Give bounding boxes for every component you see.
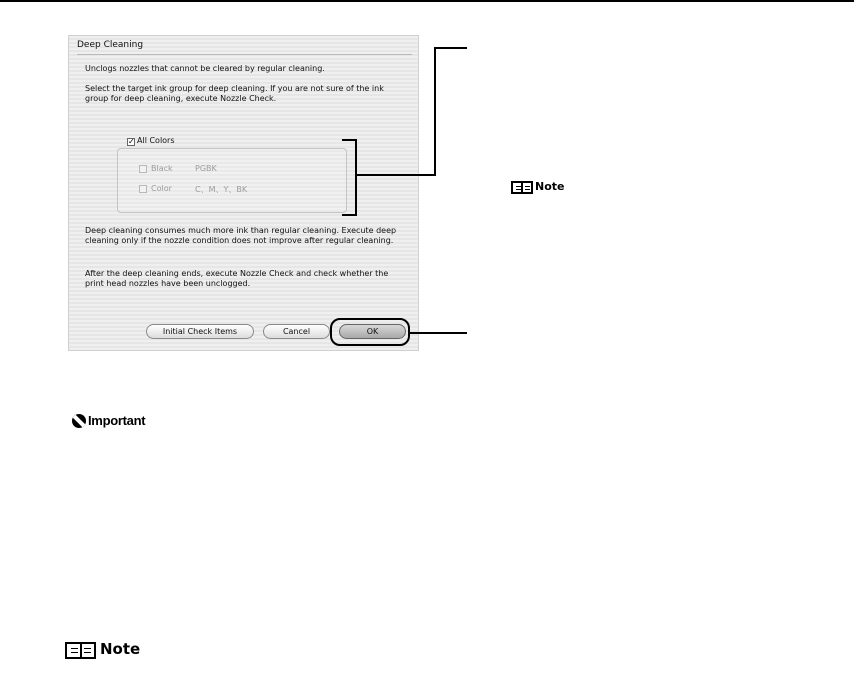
black-label: Black	[151, 164, 173, 173]
warning-text: Deep cleaning consumes much more ink than regular cleaning. Execute deep cleaning only if the nozzle condition does not improve after regular cleaning.	[85, 226, 397, 245]
instruction-text: Select the target ink group for deep cleaning. If you are not sure of the ink group for deep cleaning, execute Nozzle Check.	[85, 84, 384, 103]
important-icon	[72, 414, 86, 428]
ok-highlight-ring	[330, 318, 410, 346]
ink-group-box	[117, 148, 347, 213]
bottom-note-label: Note	[100, 640, 141, 658]
color-label: Color	[151, 184, 172, 193]
callout-line-top	[434, 47, 467, 49]
all-colors-label: All Colors	[137, 136, 175, 145]
bracket-vertical	[355, 139, 357, 216]
ok-callout-line	[410, 332, 467, 334]
all-colors-checkbox[interactable]: ✓	[128, 137, 135, 146]
color-checkbox[interactable]	[139, 185, 147, 193]
intro-text: Unclogs nozzles that cannot be cleared by regular cleaning.	[85, 64, 325, 73]
bracket-top	[342, 139, 356, 141]
black-checkbox[interactable]	[139, 165, 147, 173]
after-text: After the deep cleaning ends, execute Nozzle Check and check whether the print head nozzles have been unclogged.	[85, 269, 389, 288]
dialog-separator	[77, 54, 412, 55]
cancel-button[interactable]: Cancel	[263, 324, 330, 339]
side-note-label: Note	[535, 180, 565, 193]
important-label: Important	[88, 413, 146, 428]
callout-line-vertical	[434, 47, 436, 176]
deep-cleaning-dialog	[68, 35, 419, 351]
dialog-title: Deep Cleaning	[77, 40, 144, 50]
callout-line-horizontal	[356, 174, 436, 176]
note-icon	[511, 181, 533, 194]
bracket-bottom	[342, 214, 356, 216]
color-inks-label: C、M、Y、BK	[195, 185, 248, 194]
black-inks-label: PGBK	[195, 164, 217, 173]
ok-button[interactable]: OK	[339, 324, 406, 339]
initial-check-items-button[interactable]: Initial Check Items	[146, 324, 254, 339]
top-rule	[0, 0, 854, 2]
bottom-note-icon	[65, 642, 96, 659]
